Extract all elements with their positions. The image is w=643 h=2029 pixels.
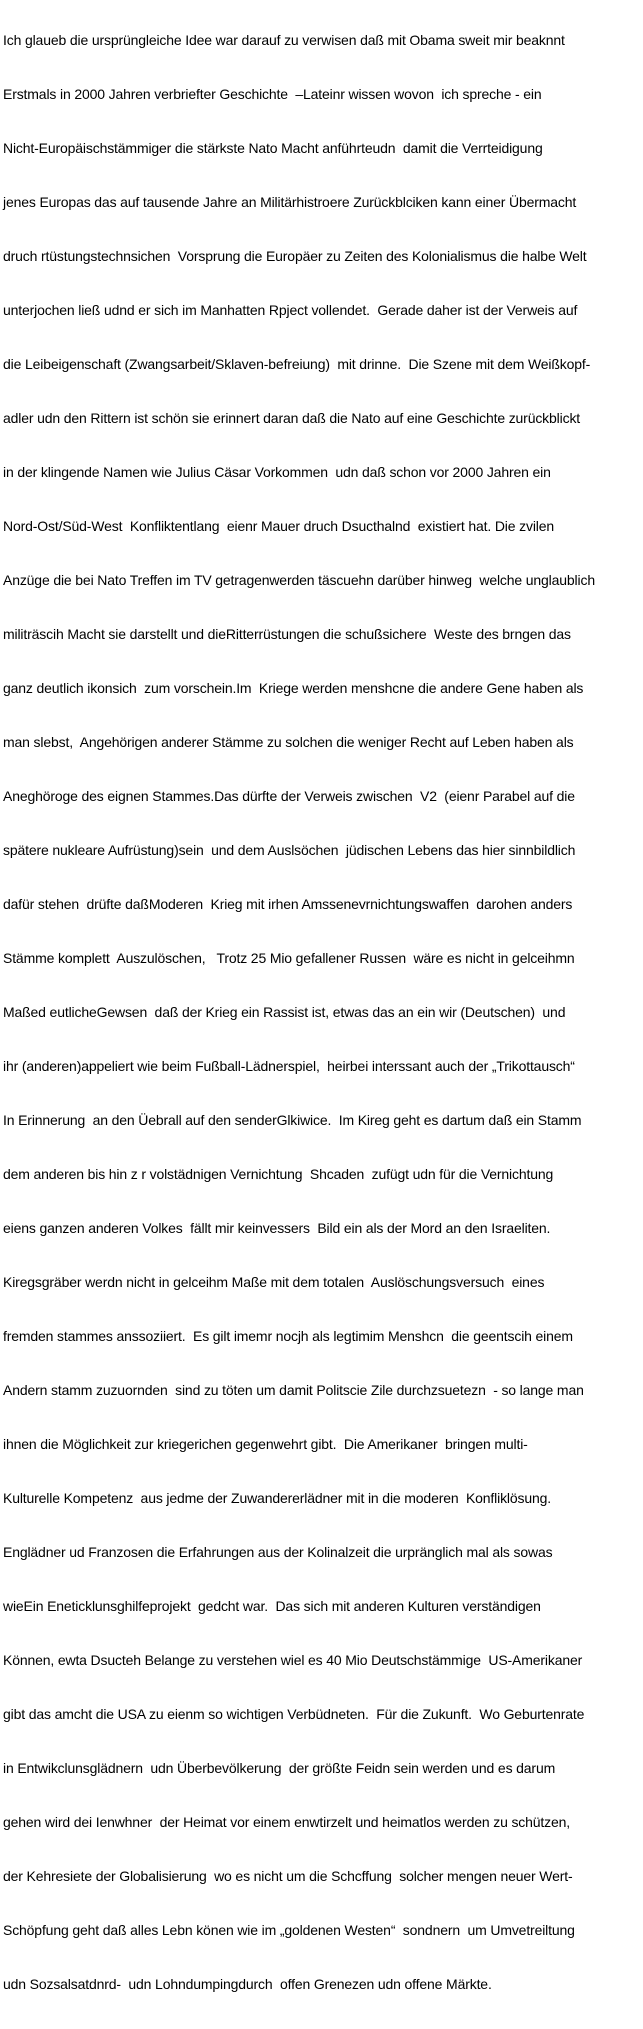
text-line: Kiregsgräber werdn nicht in gelceihm Maße mit dem totalen Auslöschungsversuch eines: [3, 1274, 545, 1290]
body-text: [3, 0, 643, 2029]
text-line: gehen wird dei Ienwhner der Heimat vor einem enwtirzelt und heimatlos werden zu schützen,: [3, 1814, 571, 1830]
text-line: In Erinnerung an den Üebrall auf den senderGlkiwice. Im Kireg geht es dartum daß ein Stamm: [3, 1112, 582, 1128]
text-line: Aneghöroge des eignen Stammes.Das dürfte der Verweis zwischen V2 (eienr Parabel auf die: [3, 788, 575, 804]
text-line: unterjochen ließ udnd er sich im Manhatten Rpject vollendet. Gerade daher ist der Verweis auf: [3, 302, 578, 318]
text-line: jenes Europas das auf tausende Jahre an Militärhistroere Zurückblciken kann einer Übermacht: [3, 194, 577, 210]
text-line: Ich glaueb die ursprüngleiche Idee war darauf zu verwisen daß mit Obama sweit mir beaknnt: [3, 32, 565, 48]
text-line: adler udn den Rittern ist schön sie erinnert daran daß die Nato auf eine Geschichte zurückblickt: [3, 410, 581, 426]
text-line: dafür stehen drüfte daßModeren Krieg mit irhen Amssenevrnichtungswaffen darohen anders: [3, 896, 573, 912]
text-line: in Entwikclunsglädnern udn Überbevölkerung der größte Feidn sein werden und es darum: [3, 1760, 556, 1776]
text-line: man slebst, Angehörigen anderer Stämme zu solchen die weniger Recht auf Leben haben als: [3, 734, 574, 750]
text-line: dem anderen bis hin z r volstädnigen Vernichtung Shcaden zufügt udn für die Vernichtung: [3, 1166, 554, 1182]
text-line: militräscih Macht sie darstellt und dieRitterrüstungen die schußsichere Weste des brngen das: [3, 626, 571, 642]
text-line: ihr (anderen)appeliert wie beim Fußball-Lädnerspiel, heirbei interssant auch der „Trikottausch“: [3, 1058, 575, 1074]
text-line: ihnen die Möglichkeit zur kriegerichen gegenwehrt gibt. Die Amerikaner bringen multi-: [3, 1436, 528, 1452]
text-line: Kulturelle Kompetenz aus jedme der Zuwandererlädner mit in die moderen Konfliklösung.: [3, 1490, 552, 1506]
text-line: Erstmals in 2000 Jahren verbriefter Geschichte –Lateinr wissen wovon ich spreche - ein: [3, 86, 542, 102]
text-line: Maßed eutlicheGewsen daß der Krieg ein Rassist ist, etwas das an ein wir (Deutschen) und: [3, 1004, 566, 1020]
text-line: der Kehresiete der Globalisierung wo es nicht um die Schcffung solcher mengen neuer Wert-: [3, 1868, 573, 1884]
text-line: Schöpfung geht daß alles Lebn könen wie im „goldenen Westen“ sondnern um Umvetreiltung: [3, 1922, 575, 1938]
text-line: in der klingende Namen wie Julius Cäsar Vorkommen udn daß schon vor 2000 Jahren ein: [3, 464, 551, 480]
text-line: Nicht-Europäischstämmiger die stärkste Nato Macht anführteudn damit die Verrteidigung: [3, 140, 543, 156]
text-line: druch rtüstungstechnsichen Vorsprung die Europäer zu Zeiten des Kolonialismus die halbe Welt: [3, 248, 587, 264]
text-line: gibt das amcht die USA zu eienm so wichtigen Verbüdneten. Für die Zukunft. Wo Geburtenrate: [3, 1706, 585, 1722]
text-line: Können, ewta Dsucteh Belange zu verstehen wiel es 40 Mio Deutschstämmige US-Amerikaner: [3, 1652, 583, 1668]
text-line: Stämme komplett Auszulöschen, Trotz 25 Mio gefallener Russen wäre es nicht in gelceihmn: [3, 950, 575, 966]
text-line: Anzüge die bei Nato Treffen im TV getragenwerden täscuehn darüber hinweg welche unglaublich: [3, 572, 595, 588]
text-line: die Leibeigenschaft (Zwangsarbeit/Sklaven-befreiung) mit drinne. Die Szene mit dem Weißkopf-: [3, 356, 591, 372]
text-line: fremden stammes anssoziiert. Es gilt imemr nocjh als legtimim Menshcn die geentscih einem: [3, 1328, 573, 1344]
text-line: wieEin Eneticklunsghilfeprojekt gedcht war. Das sich mit anderen Kulturen verständigen: [3, 1598, 541, 1614]
text-line: ganz deutlich ikonsich zum vorschein.Im Kriege werden menshcne die andere Gene haben als: [3, 680, 584, 696]
text-line: Nord-Ost/Süd-West Konfliktentlang eienr Mauer druch Dsucthalnd existiert hat. Die zvilen: [3, 518, 555, 534]
text-line: Andern stamm zuzuornden sind zu töten um damit Politscie Zile durchzsuetezn - so lange man: [3, 1382, 584, 1398]
text-line: eiens ganzen anderen Volkes fällt mir keinvessers Bild ein als der Mord an den Israeliten.: [3, 1220, 551, 1236]
text-line: udn Sozsalsatdnrd- udn Lohndumpingdurch offen Grenezen udn offene Märkte.: [3, 1976, 492, 1992]
text-line: spätere nukleare Aufrüstung)sein und dem Auslsöchen jüdischen Lebens das hier sinnbildlich: [3, 842, 576, 858]
text-line: Englädner ud Franzosen die Erfahrungen aus der Kolinalzeit die urpränglich mal als sowas: [3, 1544, 553, 1560]
